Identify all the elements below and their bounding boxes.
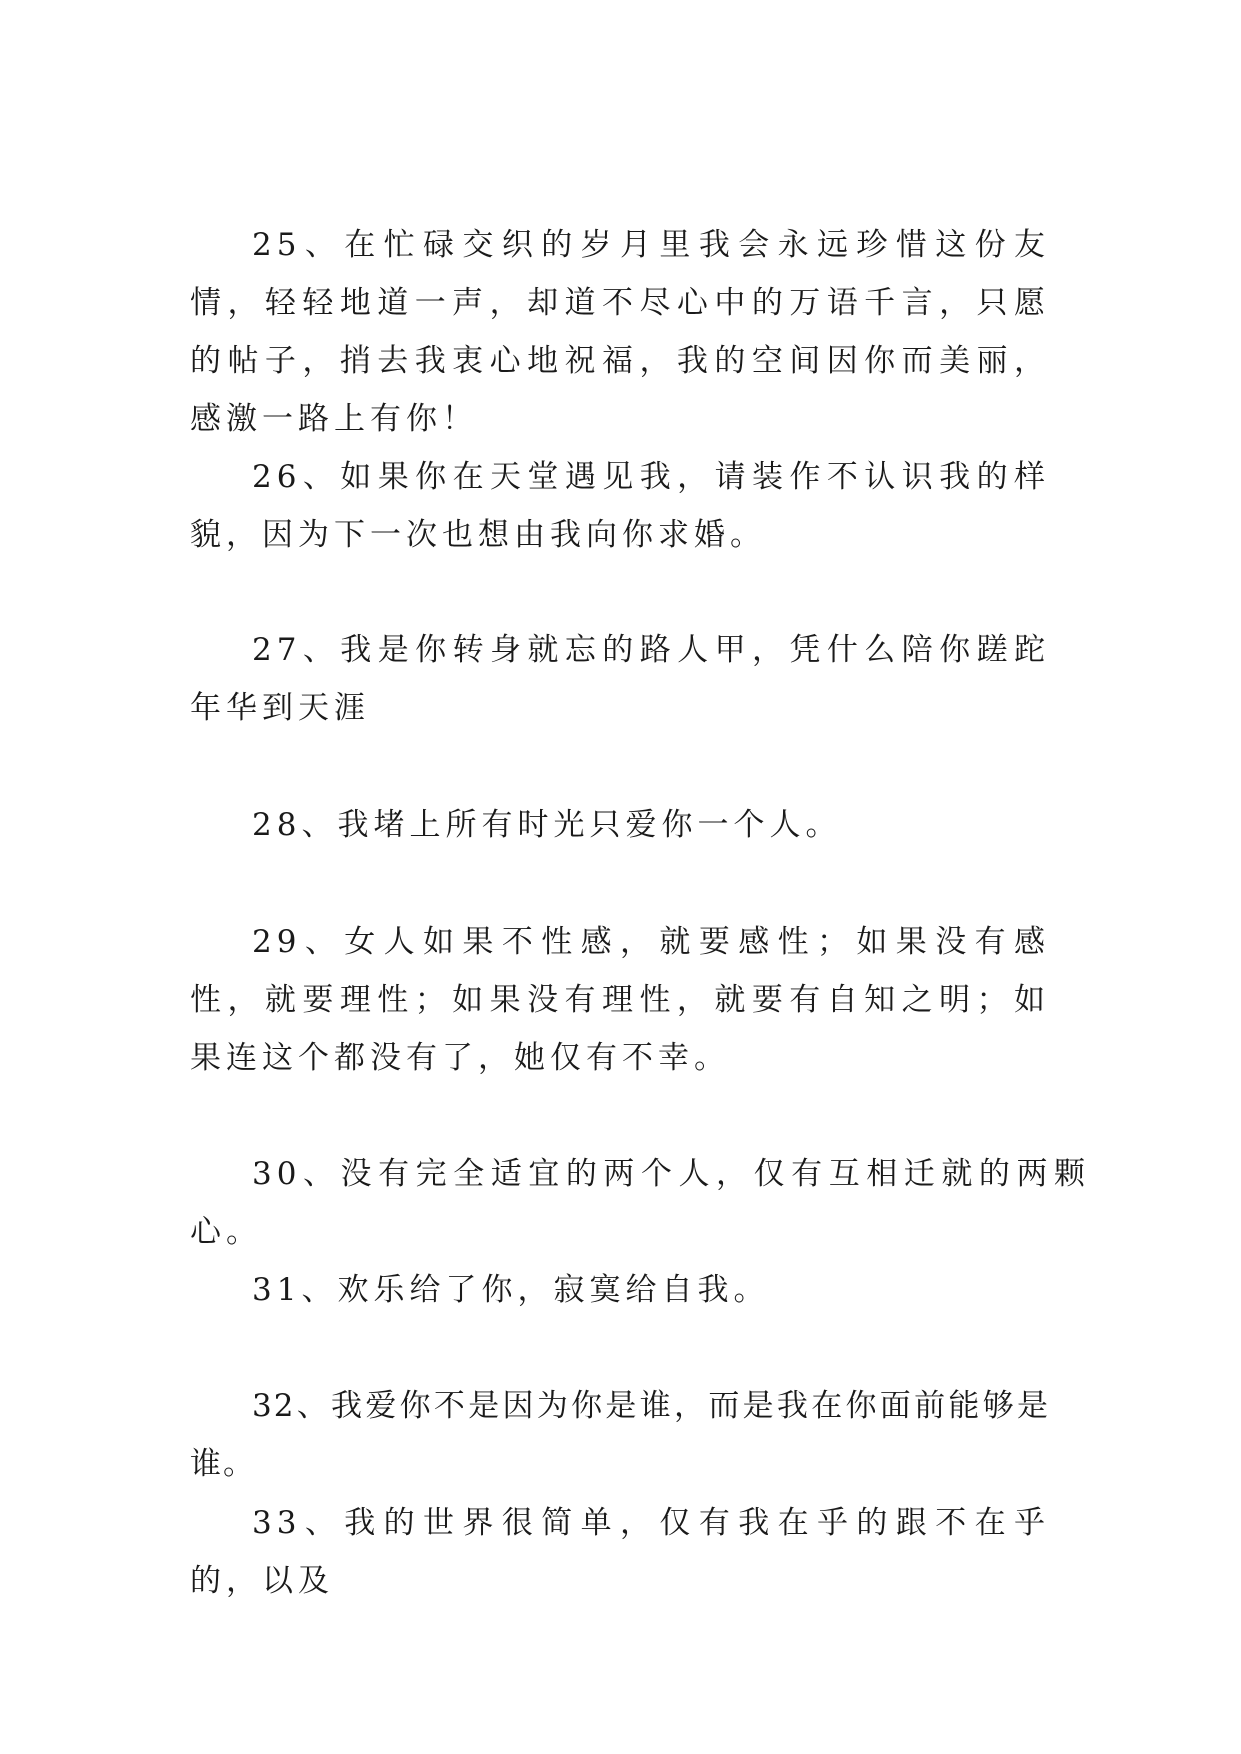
paragraph-26: 26、如果你在天堂遇见我，请装作不认识我的样貌，因为下一次也想由我向你求婚。 (190, 459, 1050, 553)
paragraph-33: 33、我的世界很简单，仅有我在乎的跟不在乎的，以及 (190, 1505, 1050, 1599)
paragraph-32: 32、我爱你不是因为你是谁，而是我在你面前能够是谁。 (190, 1388, 1050, 1482)
paragraph-30: 30、没有完全适宜的两个人，仅有互相迁就的两颗心。 (190, 1156, 1090, 1250)
paragraph-28: 28、我堵上所有时光只爱你一个人。 (252, 807, 842, 843)
paragraph-29: 29、女人如果不性感，就要感性；如果没有感性，就要理性；如果没有理性，就要有自知之明；如果连这个都没有了，她仅有不幸。 (190, 924, 1050, 1076)
paragraph-27: 27、我是你转身就忘的路人甲，凭什么陪你蹉跎年华到天涯 (190, 632, 1050, 726)
paragraph-31: 31、欢乐给了你，寂寞给自我。 (252, 1272, 770, 1308)
paragraph-25: 25、在忙碌交织的岁月里我会永远珍惜这份友情，轻轻地道一声，却道不尽心中的万语千言，只愿的帖子，捎去我衷心地祝福，我的空间因你而美丽，感激一路上有你！ (190, 227, 1050, 437)
